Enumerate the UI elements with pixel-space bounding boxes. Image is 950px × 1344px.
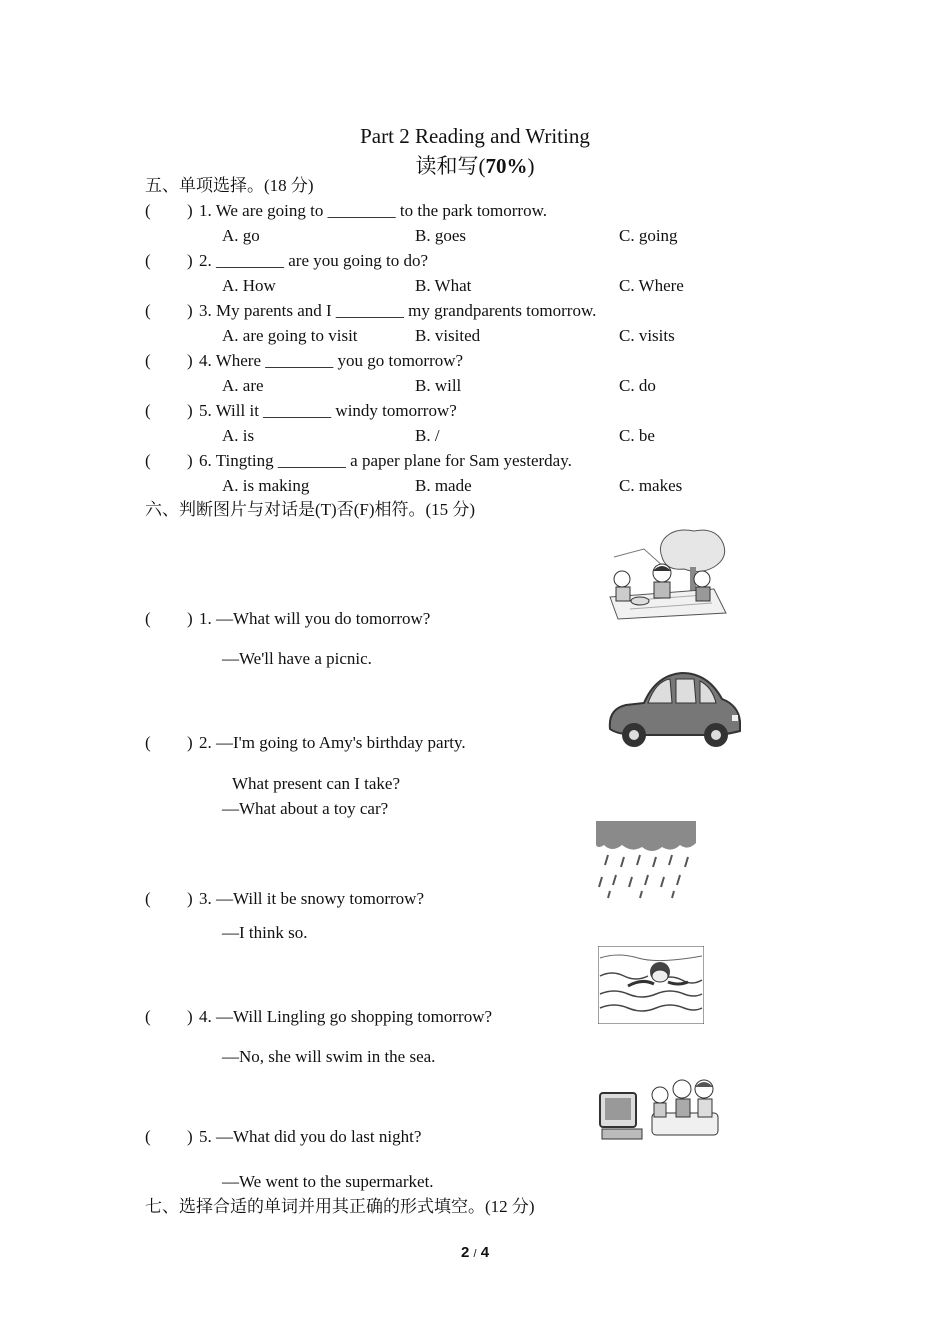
toy-car-picture bbox=[604, 669, 744, 749]
answer-bracket-open: ( bbox=[145, 251, 151, 270]
answer-bracket-open: ( bbox=[145, 1007, 151, 1026]
question-stem: 1. We are going to ________ to the park tomorrow. bbox=[199, 201, 548, 220]
answer-bracket-close: ) bbox=[187, 889, 193, 908]
dialog-line: —I think so. bbox=[222, 923, 308, 942]
answer-bracket-open: ( bbox=[145, 451, 151, 470]
option-c: C. Where bbox=[619, 276, 684, 295]
answer-bracket-close: ) bbox=[187, 451, 193, 470]
rain-cloud-picture bbox=[596, 821, 696, 899]
option-b: B. will bbox=[415, 376, 462, 395]
answer-bracket-open: ( bbox=[145, 401, 151, 420]
dialog-line: What present can I take? bbox=[232, 774, 401, 793]
option-a: A. go bbox=[222, 226, 260, 245]
page-subtitle: 读和写(70%) bbox=[415, 154, 535, 178]
option-a: A. How bbox=[222, 276, 276, 295]
answer-bracket-close: ) bbox=[187, 1127, 193, 1146]
answer-bracket-close: ) bbox=[187, 1007, 193, 1026]
section6-heading: 六、判断图片与对话是(T)否(F)相符。(15 分) bbox=[145, 500, 476, 519]
dialog-line: 1. —What will you do tomorrow? bbox=[199, 609, 431, 628]
option-a: A. are going to visit bbox=[222, 326, 358, 345]
page-title: Part 2 Reading and Writing bbox=[360, 124, 590, 148]
dialog-line: 3. —Will it be snowy tomorrow? bbox=[199, 889, 425, 908]
option-a: A. is making bbox=[222, 476, 310, 495]
option-c: C. visits bbox=[619, 326, 675, 345]
dialog-line: —No, she will swim in the sea. bbox=[222, 1047, 436, 1066]
option-a: A. is bbox=[222, 426, 255, 445]
option-b: B. visited bbox=[415, 326, 481, 345]
page-number: 2 / 4 bbox=[460, 1244, 490, 1261]
answer-bracket-close: ) bbox=[187, 733, 193, 752]
answer-bracket-close: ) bbox=[187, 251, 193, 270]
option-c: C. be bbox=[619, 426, 655, 445]
answer-bracket-close: ) bbox=[187, 351, 193, 370]
answer-bracket-close: ) bbox=[187, 201, 193, 220]
section7-heading: 七、选择合适的单词并用其正确的形式填空。(12 分) bbox=[145, 1197, 535, 1216]
answer-bracket-close: ) bbox=[187, 401, 193, 420]
answer-bracket-open: ( bbox=[145, 301, 151, 320]
picnic-picture bbox=[604, 527, 730, 623]
answer-bracket-open: ( bbox=[145, 889, 151, 908]
question-stem: 6. Tingting ________ a paper plane for Sam yesterday. bbox=[199, 451, 572, 470]
dialog-line: —We went to the supermarket. bbox=[222, 1172, 434, 1191]
answer-bracket-open: ( bbox=[145, 733, 151, 752]
dialog-line: —What about a toy car? bbox=[222, 799, 389, 818]
option-c: C. makes bbox=[619, 476, 683, 495]
question-stem: 2. ________ are you going to do? bbox=[199, 251, 428, 270]
answer-bracket-open: ( bbox=[145, 351, 151, 370]
option-c: C. going bbox=[619, 226, 678, 245]
family-tv-picture bbox=[596, 1073, 722, 1143]
question-stem: 4. Where ________ you go tomorrow? bbox=[199, 351, 464, 370]
question-stem: 5. Will it ________ windy tomorrow? bbox=[199, 401, 457, 420]
answer-bracket-open: ( bbox=[145, 1127, 151, 1146]
dialog-line: —We'll have a picnic. bbox=[222, 649, 372, 668]
answer-bracket-close: ) bbox=[187, 301, 193, 320]
option-b: B. goes bbox=[415, 226, 466, 245]
answer-bracket-open: ( bbox=[145, 201, 151, 220]
answer-bracket-open: ( bbox=[145, 609, 151, 628]
dialog-line: 5. —What did you do last night? bbox=[199, 1127, 422, 1146]
option-b: B. made bbox=[415, 476, 472, 495]
option-c: C. do bbox=[619, 376, 656, 395]
option-a: A. are bbox=[222, 376, 264, 395]
option-b: B. / bbox=[415, 426, 440, 445]
swimmer-picture bbox=[598, 946, 704, 1024]
dialog-line: 2. —I'm going to Amy's birthday party. bbox=[199, 733, 466, 752]
answer-bracket-close: ) bbox=[187, 609, 193, 628]
option-b: B. What bbox=[415, 276, 472, 295]
section5-heading: 五、单项选择。(18 分) bbox=[145, 176, 314, 195]
dialog-line: 4. —Will Lingling go shopping tomorrow? bbox=[199, 1007, 493, 1026]
question-stem: 3. My parents and I ________ my grandparents tomorrow. bbox=[199, 301, 597, 320]
